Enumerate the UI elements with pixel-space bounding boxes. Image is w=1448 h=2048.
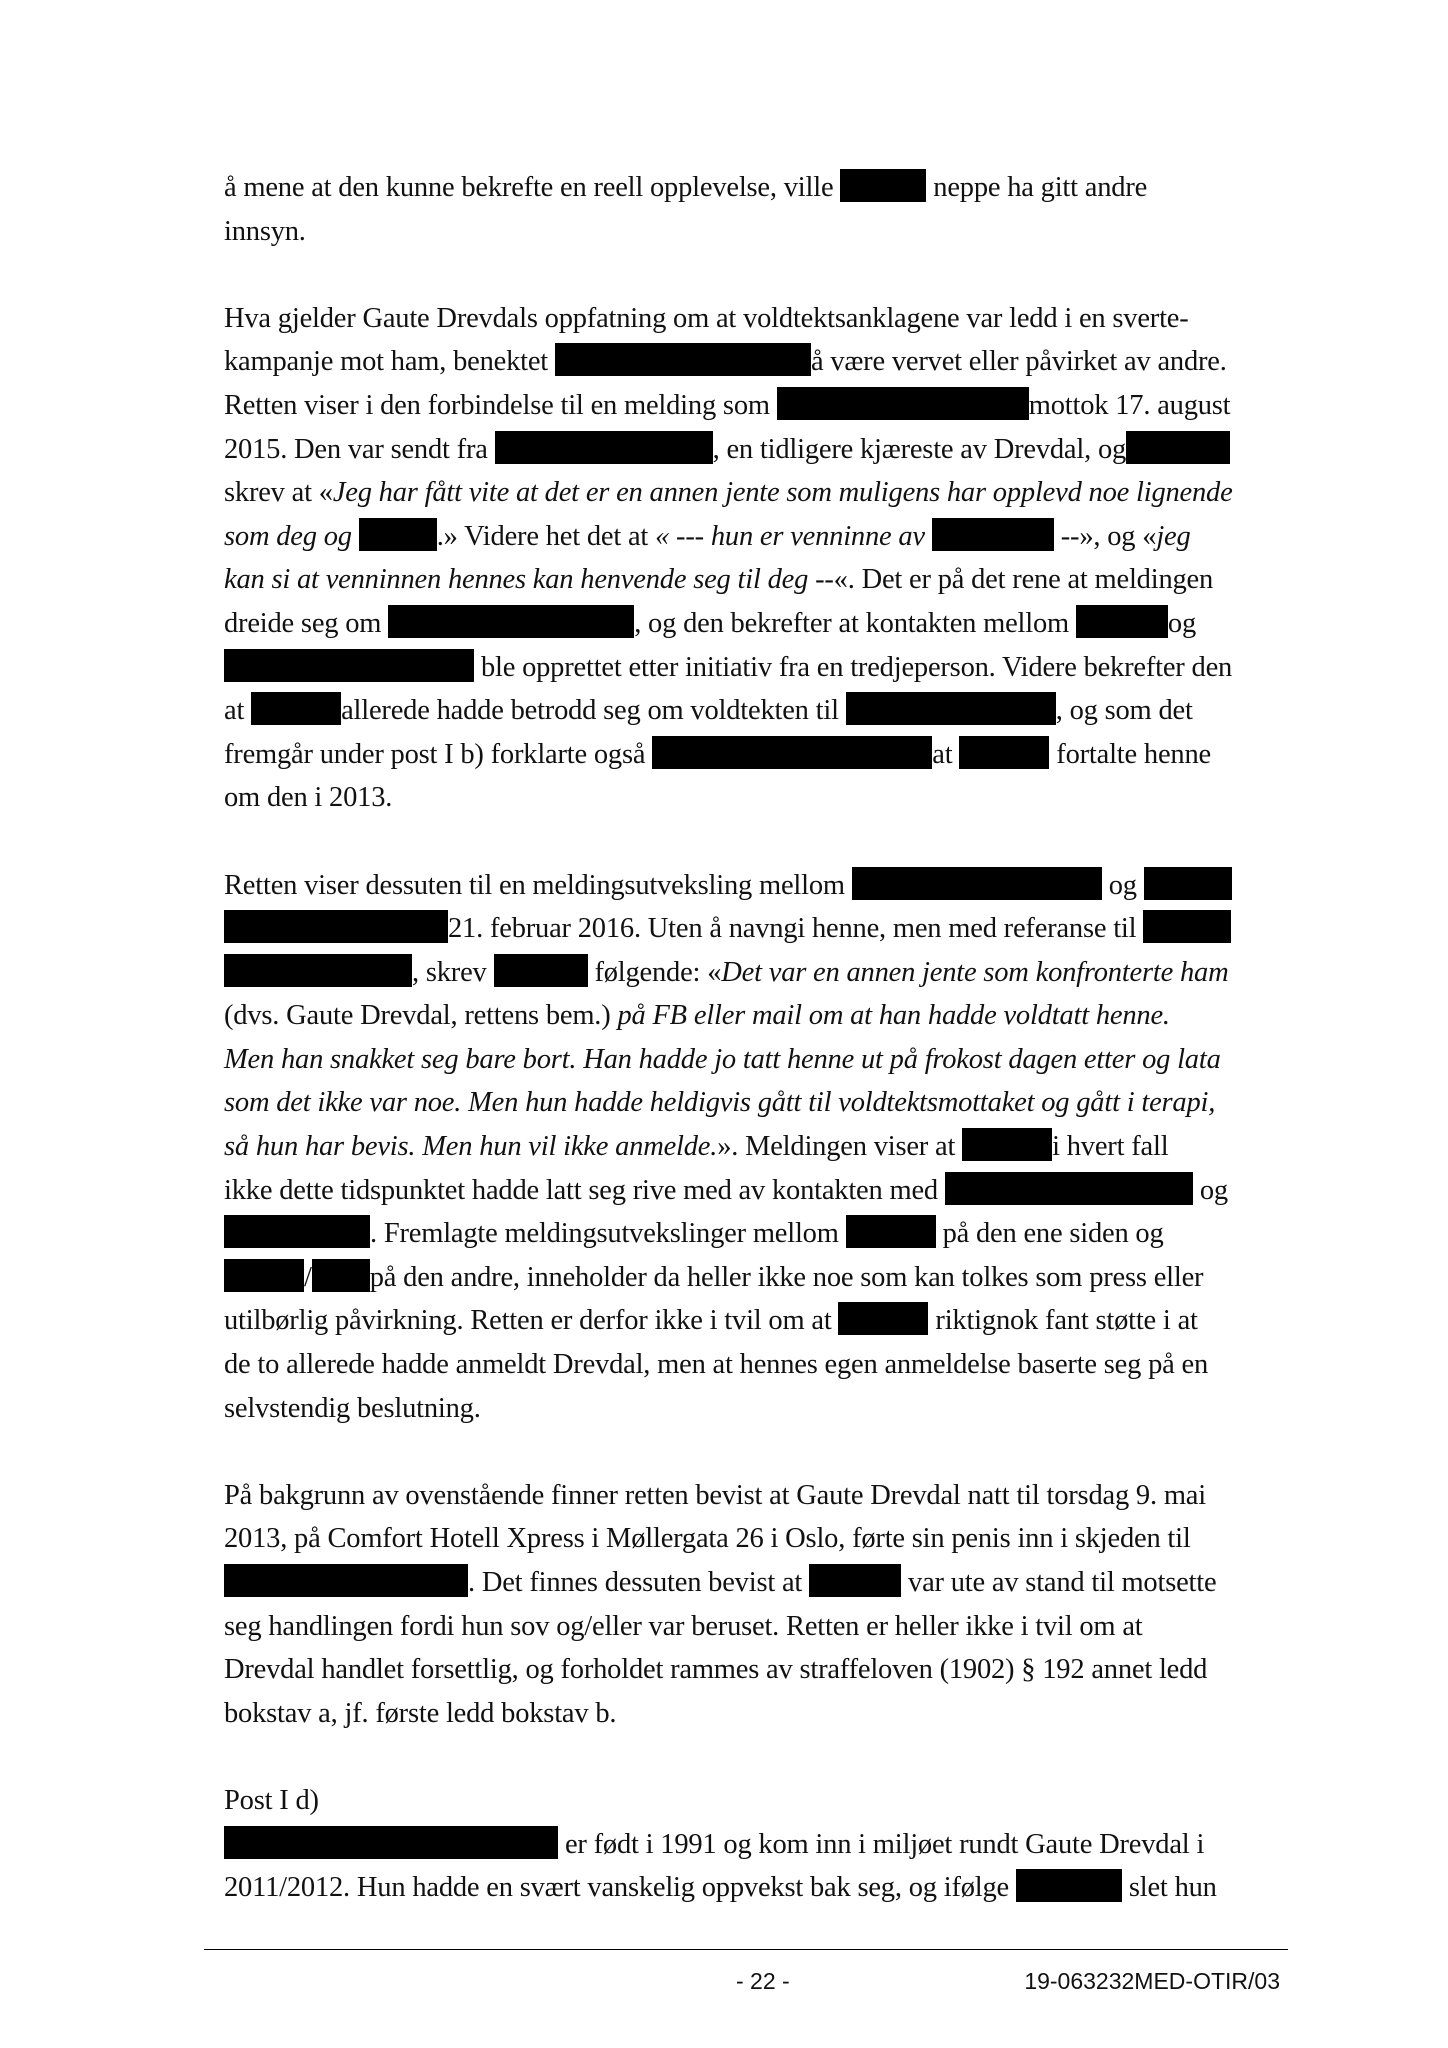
text-line: 2011/2012. Hun hadde en svært vanskelig oppvekst bak seg, og ifølge slet hun: [224, 1866, 1284, 1910]
redaction-box: [846, 692, 1056, 725]
footer-rule: [204, 1949, 1288, 1950]
redaction-box: [1126, 431, 1230, 464]
text-line: kan si at venninnen hennes kan henvende seg til deg --«. Det er på det rene at meldingen: [224, 564, 1214, 596]
redaction-box: [846, 1215, 936, 1248]
redaction-box: [224, 954, 412, 987]
redaction-box: [555, 343, 811, 376]
redaction-box: [852, 867, 1102, 900]
case-number: 19-063232MED-OTIR/03: [1024, 1968, 1280, 1994]
text-line: så hun har bevis. Men hun vil ikke anmelde.». Meldingen viser at i hvert fall: [224, 1125, 1284, 1169]
text-line: Retten viser dessuten til en meldingsutveksling mellom og: [224, 864, 1284, 908]
redaction-box: [809, 1564, 901, 1597]
paragraph-gap: [224, 1735, 1284, 1779]
redaction-box: [1143, 910, 1231, 943]
redaction-box: [652, 736, 932, 769]
text-line: . Det finnes dessuten bevist at var ute av stand til motsette: [224, 1561, 1284, 1605]
text-line: bokstav a, jf. første ledd bokstav b.: [224, 1697, 617, 1729]
redaction-box: [838, 1302, 928, 1335]
redaction-box: [224, 1826, 558, 1859]
text-line: Drevdal handlet forsettlig, og forholdet rammes av straffeloven (1902) § 192 annet ledd: [224, 1654, 1208, 1686]
text-line: selvstendig beslutning.: [224, 1392, 481, 1424]
text-line: å mene at den kunne bekrefte en reell opplevelse, ville neppe ha gitt andre: [224, 166, 1284, 210]
redaction-box: [224, 1564, 468, 1597]
text-line: 21. februar 2016. Uten å navngi henne, men med referanse til: [224, 907, 1284, 951]
redaction-box: [1076, 605, 1168, 638]
text-line: utilbørlig påvirkning. Retten er derfor ikke i tvil om at riktignok fant støtte i at: [224, 1299, 1284, 1343]
text-line: er født i 1991 og kom inn i miljøet rundt Gaute Drevdal i: [224, 1823, 1284, 1867]
redaction-box: [224, 1259, 304, 1292]
text-line: kampanje mot ham, benektet å være vervet eller påvirket av andre.: [224, 340, 1284, 384]
text-line: fremgår under post I b) forklarte også at fortalte henne: [224, 733, 1284, 777]
text-line: om den i 2013.: [224, 782, 393, 814]
document-body: [224, 166, 1284, 1910]
text-line: de to allerede hadde anmeldt Drevdal, men at hennes egen anmeldelse baserte seg på en: [224, 1349, 1209, 1381]
page-number: - 22 -: [736, 1968, 790, 1994]
section-heading: Post I d): [224, 1784, 319, 1816]
text-line: seg handlingen fordi hun sov og/eller var beruset. Retten er heller ikke i tvil om at: [224, 1610, 1143, 1642]
redaction-box: [359, 518, 437, 551]
redaction-box: [224, 1215, 370, 1248]
paragraph-gap: [224, 253, 1284, 297]
redaction-box: [962, 1128, 1052, 1161]
text-line: som deg og .» Videre het det at « --- hun er venninne av --», og «jeg: [224, 515, 1284, 559]
text-line: , skrev følgende: «Det var en annen jente som konfronterte ham: [224, 951, 1284, 995]
text-line: innsyn.: [224, 215, 306, 247]
text-line: 2015. Den var sendt fra , en tidligere kjæreste av Drevdal, og: [224, 428, 1284, 472]
redaction-box: [224, 649, 474, 682]
redaction-box: [1144, 867, 1232, 900]
text-line: / på den andre, inneholder da heller ikke noe som kan tolkes som press eller: [224, 1256, 1284, 1300]
redaction-box: [312, 1259, 370, 1292]
redaction-box: [945, 1172, 1193, 1205]
text-line: ikke dette tidspunktet hadde latt seg rive med av kontakten med og: [224, 1169, 1284, 1213]
redaction-box: [388, 605, 634, 638]
text-line: Hva gjelder Gaute Drevdals oppfatning om at voldtektsanklagene var ledd i en sverte-: [224, 302, 1189, 334]
redaction-box: [959, 736, 1049, 769]
text-line: som det ikke var noe. Men hun hadde heldigvis gått til voldtektsmottaket og gått i terapi,: [224, 1087, 1216, 1119]
redaction-box: [251, 692, 341, 725]
text-line: På bakgrunn av ovenstående finner retten bevist at Gaute Drevdal natt til torsdag 9. mai: [224, 1479, 1206, 1511]
text-line: Retten viser i den forbindelse til en melding som mottok 17. august: [224, 384, 1284, 428]
text-line: ble opprettet etter initiativ fra en tredjeperson. Videre bekrefter den: [224, 646, 1284, 690]
paragraph-gap: [224, 1430, 1284, 1474]
redaction-box: [840, 169, 926, 202]
redaction-box: [224, 910, 448, 943]
paragraph-gap: [224, 820, 1284, 864]
text-line: at allerede hadde betrodd seg om voldtekten til , og som det: [224, 689, 1284, 733]
redaction-box: [494, 954, 588, 987]
text-line: skrev at «Jeg har fått vite at det er en annen jente som muligens har opplevd noe lignende: [224, 477, 1233, 509]
redaction-box: [495, 431, 713, 464]
text-line: dreide seg om , og den bekrefter at kontakten mellom og: [224, 602, 1284, 646]
text-line: Men han snakket seg bare bort. Han hadde jo tatt henne ut på frokost dagen etter og lata: [224, 1043, 1221, 1075]
redaction-box: [777, 387, 1029, 420]
text-line: (dvs. Gaute Drevdal, rettens bem.) på FB eller mail om at han hadde voldtatt henne.: [224, 1000, 1170, 1032]
redaction-box: [932, 518, 1054, 551]
redaction-box: [1016, 1869, 1122, 1902]
text-line: . Fremlagte meldingsutvekslinger mellom på den ene siden og: [224, 1212, 1284, 1256]
text-line: 2013, på Comfort Hotell Xpress i Møllergata 26 i Oslo, førte sin penis inn i skjeden til: [224, 1523, 1191, 1555]
